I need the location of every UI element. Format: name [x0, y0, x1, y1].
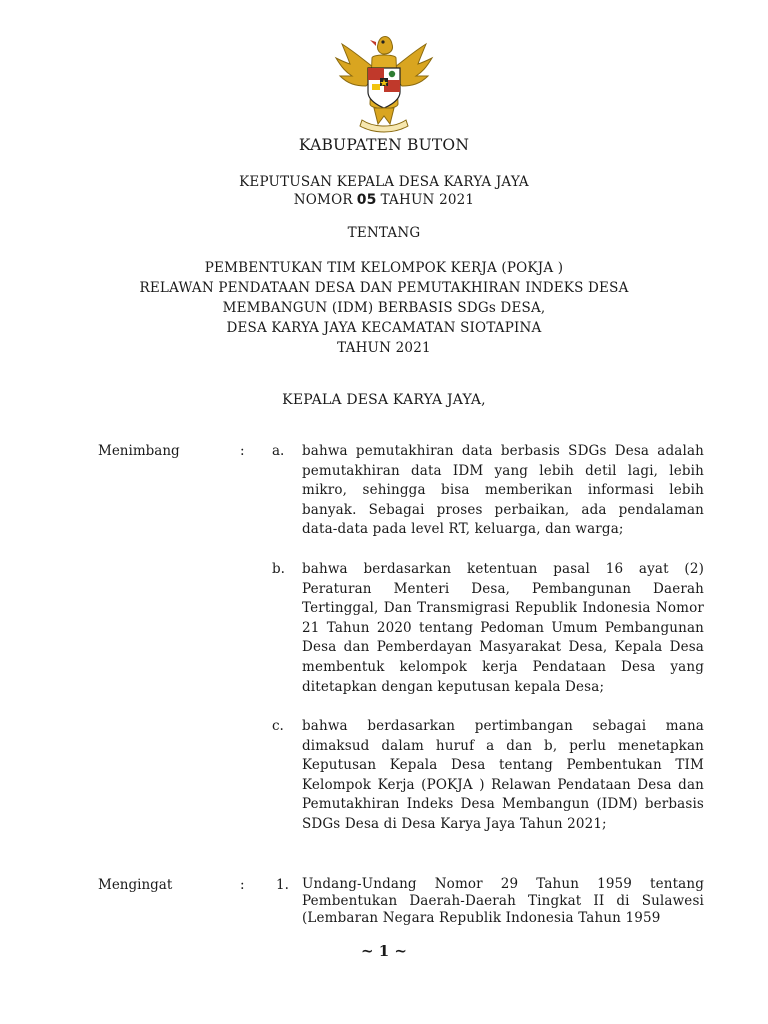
mengingat-colon: : [240, 877, 245, 893]
subject-line: TAHUN 2021 [337, 340, 431, 356]
subject-line: PEMBENTUKAN TIM KELOMPOK KERJA (POKJA ) [204, 260, 564, 276]
consideration-paragraph: bahwa berdasarkan ketentuan pasal 16 ayat (2) Peraturan Menteri Desa, Pembangunan Daerah Tertinggal, Dan Transmigrasi Republik Indonesia Nomor 21 Tahun 2020 tentang Pedoman Umum Pembangunan Desa dan Pemberdayan Masyarakat Desa, Kepala Desa membentuk kelompok kerja Pendataan Desa yang ditetapkan dengan keputusan kepala Desa; [302, 561, 704, 695]
consideration-paragraph: bahwa pemutakhiran data berbasis SDGs Desa adalah pemutakhiran data IDM yang lebih detil lagi, lebih mikro, sehingga bisa memberikan informasi lebih banyak. Sebagai proses perbaikan, ada pendalaman data-data pada level RT, keluarga, dan warga; [302, 443, 704, 538]
subject-line: DESA KARYA JAYA KECAMATAN SIOTAPINA [226, 320, 542, 336]
garuda-pancasila-icon [328, 24, 440, 136]
menimbang-label: Menimbang [98, 443, 180, 459]
decree-number-line [0, 191, 768, 209]
legal-basis-paragraph: Undang-Undang Nomor 29 Tahun 1959 tentang Pembentukan Daerah-Daerah Tingkat II di Sulawesi (Lembaran Negara Republik Indonesia Tahun 1959 [302, 876, 704, 926]
regency-name: KABUPATEN BUTON [298, 136, 470, 154]
item-marker: a. [272, 443, 285, 459]
subject-line: MEMBANGUN (IDM) BERBASIS SDGs DESA, [222, 300, 546, 316]
decree-subject [0, 258, 768, 358]
page-number: ~ 1 ~ [360, 942, 408, 960]
item-marker: b. [272, 561, 285, 577]
decree-header [0, 173, 768, 209]
number-prefix: NOMOR [293, 192, 353, 208]
menimbang-colon: : [240, 443, 245, 459]
consideration-paragraph: bahwa berdasarkan pertimbangan sebagai mana dimaksud dalam huruf a dan b, perlu menetapkan Keputusan Kepala Desa tentang Pembentukan TIM Kelompok Kerja (POKJA ) Relawan Pendataan Desa dan Pemutakhiran Indeks Desa Membangun (IDM) berbasis SDGs Desa di Desa Karya Jaya Tahun 2021; [302, 718, 704, 832]
decree-title: KEPUTUSAN KEPALA DESA KARYA JAYA [239, 174, 529, 190]
authority-line: KEPALA DESA KARYA JAYA, [282, 392, 486, 408]
mengingat-label: Mengingat [98, 877, 173, 893]
item-marker: 1. [276, 877, 289, 893]
decree-year: TAHUN 2021 [380, 192, 475, 208]
decree-number: 05 [356, 192, 377, 208]
about-heading: TENTANG [347, 225, 421, 241]
subject-line: RELAWAN PENDATAAN DESA DAN PEMUTAKHIRAN INDEKS DESA [139, 280, 629, 296]
item-marker: c. [272, 718, 284, 734]
